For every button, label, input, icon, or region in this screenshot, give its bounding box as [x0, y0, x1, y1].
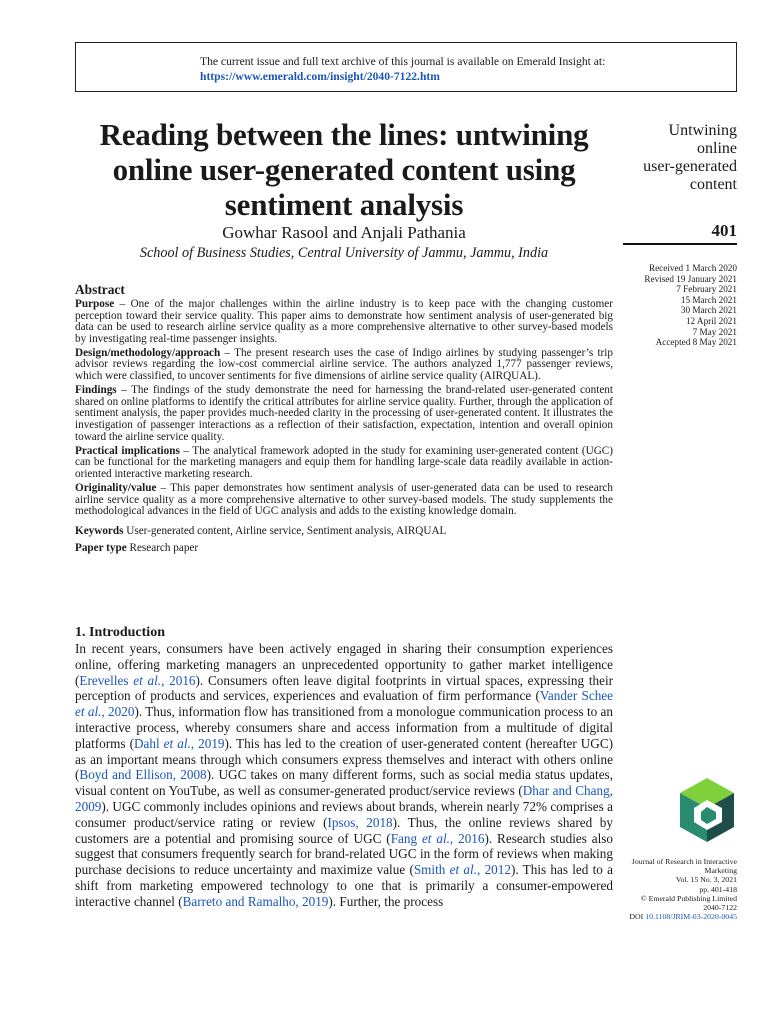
history-date: 15 March 2021 — [680, 294, 737, 305]
citation-link[interactable]: et al. — [163, 735, 191, 751]
citation-link[interactable]: Fang — [390, 830, 422, 846]
margin-rule — [623, 243, 737, 245]
history-date: 7 May 2021 — [692, 326, 737, 337]
intro-text: ). Further, the process — [328, 893, 444, 909]
citation-link[interactable]: Ipsos, 2018 — [327, 814, 393, 830]
abstract-separator: – — [156, 481, 171, 494]
abstract-label: Purpose — [75, 298, 115, 310]
history-date: Revised 19 January 2021 — [644, 273, 737, 284]
journal-pages: pp. 401-418 — [699, 884, 737, 894]
history-date: Accepted 8 May 2021 — [655, 337, 737, 348]
abstract — [75, 281, 613, 555]
intro-text: ). Thus, information flow has transitioned from a monologue communication process to an interactive process, whereby consumers share and access information from a multitude of digital platforms ( — [75, 704, 614, 751]
abstract-originality — [75, 483, 613, 518]
abstract-text: This paper demonstrates how sentiment analysis of user-generated data can be used to research airline service quality as a more comprehensive alternative to other survey-based models. The study supplements the methodological advances in the field of UGC analysis and adds to the existing knowledge domain. — [75, 481, 613, 518]
keywords — [75, 524, 613, 538]
citation-link[interactable]: et al. — [421, 830, 450, 846]
running-head-line: Untwining — [668, 122, 737, 139]
article-title: Reading between the lines: untwining online user-generated content using sentiment analysis — [99, 117, 589, 222]
journal-name: Journal of Research in Interactive Marketing — [631, 857, 737, 876]
intro-text: ). This has led to a shift from marketing empowered technology to one that is primarily a consumer-empowered interactive channel ( — [75, 862, 614, 909]
citation-link[interactable]: , 2016 — [449, 830, 485, 846]
running-head-line: online — [697, 140, 737, 157]
abstract-text: The analytical framework adopted in the study for examining user-generated content (UGC) can be functional for the marketing managers and equip them for handling large-scale data readily available in action-oriented interactive marketing research. — [75, 444, 613, 480]
journal-notice-box — [75, 42, 737, 92]
abstract-findings — [75, 385, 613, 443]
abstract-purpose — [75, 299, 613, 345]
citation-link[interactable]: Boyd and Ellison, 2008 — [79, 767, 207, 783]
abstract-practical — [75, 446, 613, 481]
intro-text: ). UGC takes on many different forms, such as social media status updates, visual content on YouTube, as well as consumer-generated product/service reviews ( — [75, 767, 613, 799]
citation-link[interactable]: Erevelles — [79, 672, 134, 688]
citation-link[interactable]: , 2016 — [161, 672, 196, 688]
intro-text: ). Research studies also suggest that consumers frequently search for brand-related UGC in the form of reviews when making purchase decisions to reduce uncertainty and maximize value ( — [75, 830, 614, 878]
authors: Gowhar Rasool and Anjali Pathania — [222, 223, 466, 242]
citation-link[interactable]: Vander Schee — [539, 688, 613, 704]
journal-volume: Vol. 15 No. 3, 2021 — [675, 875, 737, 885]
citation-link[interactable]: , 2012 — [477, 862, 511, 878]
doi-link[interactable]: 10.1108/JRIM-03-2020-0045 — [645, 912, 737, 922]
introduction-body — [75, 641, 613, 910]
paper-type — [75, 541, 613, 555]
citation-link[interactable]: , 2020 — [101, 704, 135, 720]
abstract-label: Findings — [75, 384, 117, 397]
journal-doi — [612, 912, 737, 921]
citation-link[interactable]: et al. — [133, 672, 162, 688]
journal-issn: 2040-7122 — [703, 903, 737, 913]
citation-link[interactable]: Dahl — [133, 735, 164, 751]
intro-text: In recent years, consumers have been actively engaged in sharing their consumption experiences online, offering marketing managers an unprecedented opportunity to gather market intelligence ( — [75, 641, 613, 688]
history-date: Received 1 March 2020 — [648, 263, 737, 273]
citation-link[interactable]: , 2019 — [190, 735, 225, 751]
paper-type-label: Paper type — [75, 541, 127, 554]
running-head — [612, 122, 737, 194]
affiliation: School of Business Studies, Central University of Jammu, Jammu, India — [139, 245, 549, 261]
abstract-text: One of the major challenges within the airline industry is to keep pace with the changing customer perception toward their service quality. This paper aims to demonstrate how sentiment analysis of user-generated big data can be used to research airline service quality as a more comprehensive alternative to other survey-based models by investigating real-time passenger insights. — [75, 298, 613, 345]
article-history — [612, 263, 737, 348]
doi-label: DOI — [629, 912, 644, 922]
citation-link[interactable]: Dhar and Chang, 2009 — [75, 783, 613, 814]
history-date: 12 April 2021 — [685, 315, 737, 326]
abstract-text: The findings of the study demonstrate the need for harnessing the brand-related user-generated content shared on online platforms to identify the critical attributes for airline service quality. Further, through the application of sentiment analysis, the paper provides much-needed clarity in the processing of user-generated content. It illustrates the investigation of passenger interactions as a reflection of their satisfaction, expectation, intention and overall opinion toward the airline service quality. — [75, 384, 613, 443]
abstract-separator: – — [116, 384, 132, 397]
abstract-heading: Abstract — [75, 282, 125, 297]
abstract-design — [75, 348, 613, 383]
journal-url-link[interactable]: https://www.emerald.com/insight/2040-7122.htm — [200, 70, 440, 83]
citation-link[interactable]: Barreto and Ramalho, 2019 — [182, 893, 329, 909]
running-head-line: content — [689, 176, 737, 193]
intro-text: ). Consumers often leave digital footprints in virtual spaces, expressing their perception of products and services, experiences and evaluation of firm performance ( — [75, 672, 614, 704]
journal-publisher: © Emerald Publishing Limited — [640, 893, 737, 903]
history-date: 30 March 2021 — [680, 305, 737, 316]
paper-type-text: Research paper — [129, 541, 199, 554]
abstract-text: The present research uses the case of Indigo airlines by studying passenger’s trip advisor reviews regarding the low-cost commercial airline service. The authors analyzed 1,777 passenger reviews, which were classified, to uncover sentiments for five dimensions of airline service quality (AIRQUAL). — [75, 346, 613, 383]
introduction-section — [75, 624, 613, 910]
abstract-separator: – — [220, 346, 235, 359]
citation-link[interactable]: Smith — [413, 862, 450, 878]
emerald-logo-icon — [676, 776, 738, 844]
introduction-heading: 1. Introduction — [75, 625, 165, 640]
notice-text: The current issue and full text archive of this journal is available on Emerald Insight at: — [200, 55, 606, 68]
history-date: 7 February 2021 — [676, 284, 737, 295]
abstract-separator: – — [114, 298, 131, 310]
journal-info — [612, 857, 737, 921]
keywords-text: User-generated content, Airline service, Sentiment analysis, AIRQUAL — [126, 524, 447, 537]
intro-text: ). This has led to the creation of user-generated content (hereafter UGC) as an important means through which consumers express themselves and interact with others online ( — [75, 735, 614, 783]
intro-text: ). Thus, the online reviews shared by customers are a potential and promising source of UGC ( — [75, 814, 613, 846]
running-head-line: user-generated — [643, 158, 737, 175]
keywords-label: Keywords — [75, 524, 124, 537]
intro-text: ). UGC commonly includes opinions and reviews about brands, wherein nearly 72% comprises a consumer product/service rating or review ( — [75, 798, 613, 830]
abstract-label: Practical implications — [75, 444, 180, 457]
citation-link[interactable]: et al. — [449, 862, 477, 878]
abstract-separator: – — [179, 444, 193, 457]
citation-link[interactable]: et al. — [75, 704, 102, 720]
abstract-label: Originality/value — [75, 481, 157, 494]
page-number: 401 — [711, 221, 737, 240]
abstract-label: Design/methodology/approach — [75, 346, 221, 359]
